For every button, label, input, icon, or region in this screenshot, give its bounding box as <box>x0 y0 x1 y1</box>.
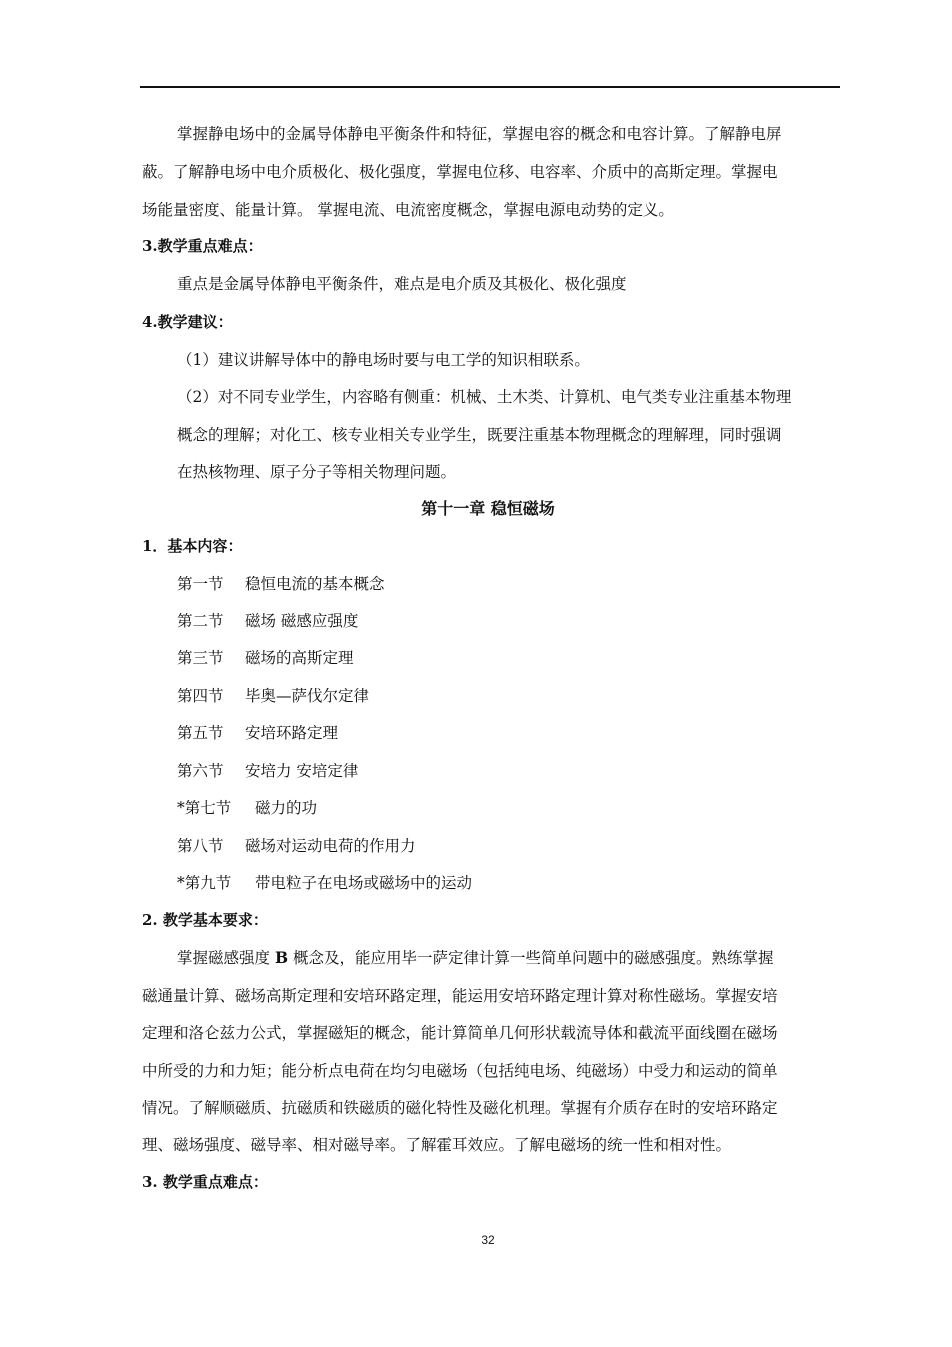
section-item <box>177 798 317 818</box>
section-item <box>177 686 369 706</box>
requirements-line: 情况。了解顺磁质、抗磁质和铁磁质的磁化特性及磁化机理。掌握有介质存在时的安培环路定 <box>142 1099 778 1117</box>
paragraph-line: 蔽。了解静电场中电介质极化、极化强度，掌握电位移、电容率、介质中的高斯定理。掌握电 <box>142 163 778 181</box>
header-rule <box>140 86 840 88</box>
requirements-line: 中所受的力和力矩；能分析点电荷在均匀电磁场（包括纯电场、纯磁场）中受力和运动的简单 <box>142 1062 778 1080</box>
section-title: 磁力的功 <box>255 799 318 817</box>
requirements-text: 概念及，能应用毕一萨定律计算一些简单问题中的磁感强度。熟练掌握 <box>288 949 774 967</box>
section-title: 磁场 磁感应强度 <box>245 612 359 630</box>
section-number: 第一节 <box>177 575 224 593</box>
section-title: 磁场的高斯定理 <box>245 649 354 667</box>
requirements-line: 定理和洛仑兹力公式，掌握磁矩的概念，能计算简单几何形状载流导体和截流平面线圈在磁场 <box>142 1024 778 1042</box>
section-title: 带电粒子在电场或磁场中的运动 <box>255 874 473 892</box>
section-item <box>177 611 358 631</box>
paragraph-line: 掌握静电场中的金属导体静电平衡条件和特征，掌握电容的概念和电容计算。了解静电屏 <box>177 125 782 143</box>
section-item <box>177 648 354 668</box>
section-number: 第二节 <box>177 612 224 630</box>
section-title: 安培环路定理 <box>245 724 339 742</box>
heading-basic-content: 1．基本内容： <box>142 537 243 555</box>
paragraph-line: 场能量密度、能量计算。 掌握电流、电流密度概念，掌握电源电动势的定义。 <box>142 201 674 219</box>
chapter-title: 第十一章 稳恒磁场 <box>421 499 555 518</box>
section-item <box>177 761 358 781</box>
section-number: 第六节 <box>177 762 224 780</box>
suggestion-item: 在热核物理、原子分子等相关物理问题。 <box>177 463 457 481</box>
requirements-line: 磁通量计算、磁场高斯定理和安培环路定理，能运用安培环路定理计算对称性磁场。掌握安培 <box>142 987 778 1005</box>
heading-suggestions: 4.教学建议： <box>142 313 233 331</box>
section-title: 毕奥—萨伐尔定律 <box>245 687 370 705</box>
heading-requirements: 2. 教学基本要求： <box>142 911 268 929</box>
suggestion-item: （2）对不同专业学生，内容略有侧重：机械、土木类、计算机、电气类专业注重基本物理 <box>177 388 792 406</box>
section-number: *第七节 <box>177 799 232 817</box>
suggestion-item: （1）建议讲解导体中的静电场时要与电工学的知识相联系。 <box>177 351 590 369</box>
section-number: *第九节 <box>177 874 232 892</box>
requirements-line <box>177 948 773 968</box>
section-item <box>177 873 472 893</box>
section-title: 磁场对运动电荷的作用力 <box>245 837 416 855</box>
requirements-text: 掌握磁感强度 <box>177 949 275 967</box>
suggestion-item: 概念的理解；对化工、核专业相关专业学生，既要注重基本物理概念的理解理，同时强调 <box>177 426 782 444</box>
page-number: 32 <box>481 1233 495 1247</box>
section-item <box>177 574 385 594</box>
section-number: 第四节 <box>177 687 224 705</box>
section-item <box>177 723 338 743</box>
heading-key-points: 3.教学重点难点： <box>142 237 263 255</box>
section-item <box>177 836 416 856</box>
section-title: 安培力 安培定律 <box>245 762 359 780</box>
symbol-b: B <box>274 948 289 967</box>
requirements-line: 理、磁场强度、磁导率、相对磁导率。了解霍耳效应。了解电磁场的统一性和相对性。 <box>142 1136 732 1154</box>
section-number: 第三节 <box>177 649 224 667</box>
heading-key-points-2: 3. 教学重点难点： <box>142 1173 268 1191</box>
key-points-text: 重点是金属导体静电平衡条件，难点是电介质及其极化、极化强度 <box>177 275 627 293</box>
section-title: 稳恒电流的基本概念 <box>245 575 385 593</box>
section-number: 第八节 <box>177 837 224 855</box>
section-number: 第五节 <box>177 724 224 742</box>
